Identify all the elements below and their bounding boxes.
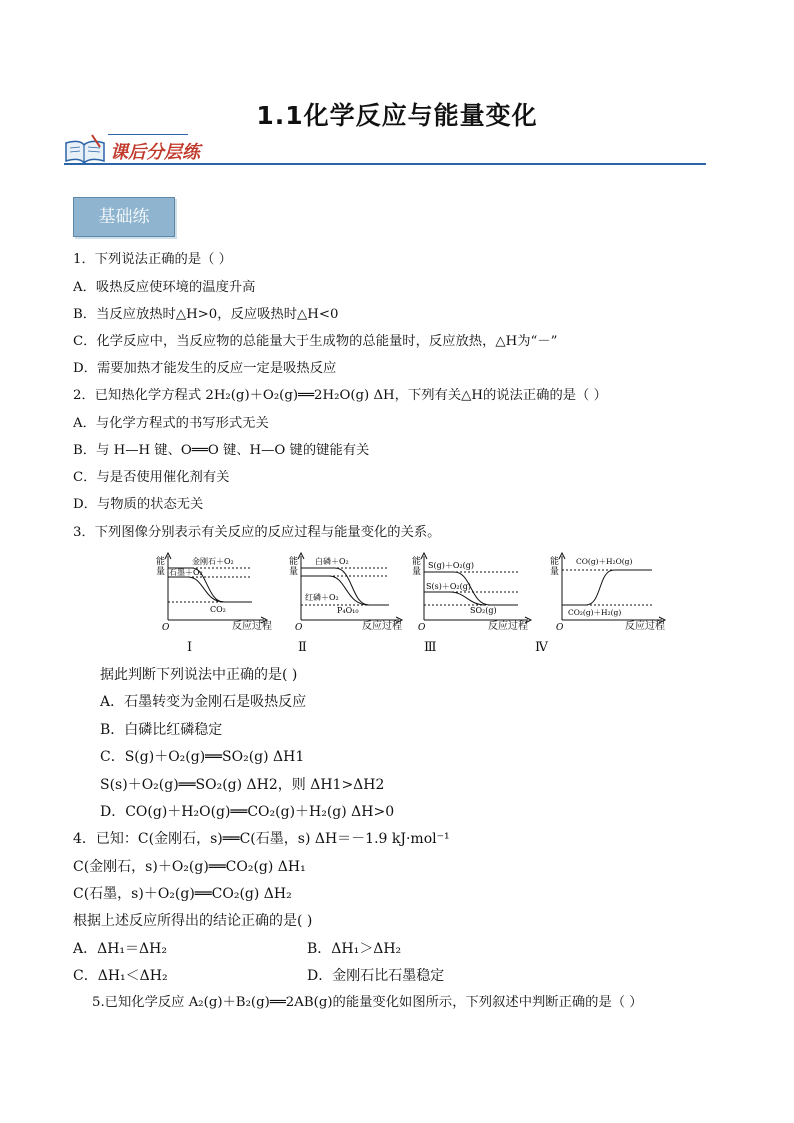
q4-eq-1: C(金刚石，s)＋O₂(g)══CO₂(g) ΔH₁	[73, 859, 306, 875]
q3-option-c-2: S(s)＋O₂(g)══SO₂(g) ΔH2，则 ΔH1>ΔH2	[100, 777, 385, 793]
svg-text:能: 能	[550, 557, 560, 567]
q4-option-b: B．ΔH₁＞ΔH₂	[307, 941, 402, 957]
page-title: 1.1化学反应与能量变化	[256, 101, 538, 130]
q2-option-c: C．与是否使用催化剂有关	[73, 470, 230, 485]
q3-option-b: B．白磷比红磷稳定	[100, 722, 223, 738]
q3-stem: 3．下列图像分别表示有关反应的反应过程与能量变化的关系。	[73, 525, 441, 540]
q1-option-b: B．当反应放热时△H>0，反应吸热时△H<0	[73, 307, 339, 322]
origin-label-3: O	[418, 623, 426, 632]
chart4-low-label: CO₂(g)＋H₂(g)	[568, 608, 622, 617]
svg-text:量: 量	[412, 567, 422, 577]
q4-option-d: D．金刚石比石墨稳定	[307, 968, 445, 984]
q2-option-b: B．与 H—H 键、O══O 键、H—O 键的键能有关	[73, 443, 370, 458]
xlabel-2: 反应过程	[362, 621, 402, 632]
q4-prompt: 根据上述反应所得出的结论正确的是( )	[73, 913, 313, 929]
section-tag: 基础练	[73, 197, 175, 237]
q3-option-d: D．CO(g)＋H₂O(g)══CO₂(g)＋H₂(g) ΔH>0	[100, 804, 395, 820]
svg-text:能: 能	[412, 557, 422, 567]
roman-1: Ⅰ	[187, 640, 193, 655]
q3-option-c: C．S(g)＋O₂(g)══SO₂(g) ΔH1	[100, 749, 305, 765]
roman-2: Ⅱ	[298, 640, 307, 655]
chart2-top-label: 白磷＋O₂	[315, 557, 349, 566]
svg-text:量: 量	[289, 567, 299, 577]
roman-3: Ⅲ	[424, 640, 437, 655]
origin-label-2: O	[295, 623, 303, 632]
q5-stem: 5.已知化学反应 A₂(g)＋B₂(g)══2AB(g)的能量变化如图所示，下列叙述中判断正确的是（ ）	[92, 995, 643, 1010]
q1-stem: 1．下列说法正确的是（ ）	[73, 252, 232, 267]
q4-option-c: C．ΔH₁＜ΔH₂	[73, 968, 168, 984]
chart4-top-label: CO(g)＋H₂O(g)	[576, 557, 633, 566]
q4-stem: 4．已知：C(金刚石，s)══C(石墨，s) ΔH＝－1.9 kJ·mol⁻¹	[73, 831, 450, 847]
xlabel-3: 反应过程	[488, 621, 528, 632]
y-axis-label-1: 能	[156, 557, 166, 567]
svg-text:量: 量	[550, 567, 560, 577]
book-icon	[66, 135, 104, 163]
roman-4: Ⅳ	[535, 640, 548, 655]
q4-option-a: A．ΔH₁＝ΔH₂	[73, 941, 167, 957]
q2-option-a: A．与化学方程式的书写形式无关	[73, 416, 269, 431]
q1-option-c: C．化学反应中，当反应物的总能量大于生成物的总能量时，反应放热，△H为“－”	[73, 334, 558, 349]
chart3-low-label: SO₂(g)	[470, 606, 497, 615]
q1-option-d: D．需要加热才能发生的反应一定是吸热反应	[73, 361, 337, 376]
xlabel-4: 反应过程	[625, 621, 665, 632]
chart3-mid-label: S(s)＋O₂(g)	[426, 582, 471, 591]
svg-text:量: 量	[156, 567, 166, 577]
q4-eq-2: C(石墨，s)＋O₂(g)══CO₂(g) ΔH₂	[73, 886, 292, 902]
banner-top-line	[108, 134, 188, 135]
svg-text:能: 能	[289, 557, 299, 567]
chart1-low-label: CO₂	[210, 605, 226, 614]
chart3-top-label: S(g)＋O₂(g)	[428, 561, 474, 570]
q3-prompt: 据此判断下列说法中正确的是( )	[100, 667, 298, 683]
q1-option-a: A．吸热反应使环境的温度升高	[73, 280, 256, 295]
chart2-mid-label: 红磷＋O₂	[305, 593, 339, 602]
chart1-top-label: 金刚石＋O₂	[192, 557, 234, 566]
q3-option-a: A．石墨转变为金刚石是吸热反应	[100, 694, 307, 710]
origin-label-1: O	[162, 623, 170, 632]
xlabel-1: 反应过程	[232, 621, 272, 632]
chart1-mid-label: 石墨＋O₂	[169, 568, 203, 577]
chart2-low-label: P₄O₁₀	[337, 606, 359, 615]
header-rule	[64, 163, 706, 165]
q2-stem: 2．已知热化学方程式 2H₂(g)＋O₂(g)══2H₂O(g) ΔH，下列有关△H的说法正确的是（ ）	[73, 388, 607, 403]
banner-label: 课后分层练	[110, 142, 200, 163]
q2-option-d: D．与物质的状态无关	[73, 497, 204, 512]
origin-label-4: O	[556, 623, 564, 632]
